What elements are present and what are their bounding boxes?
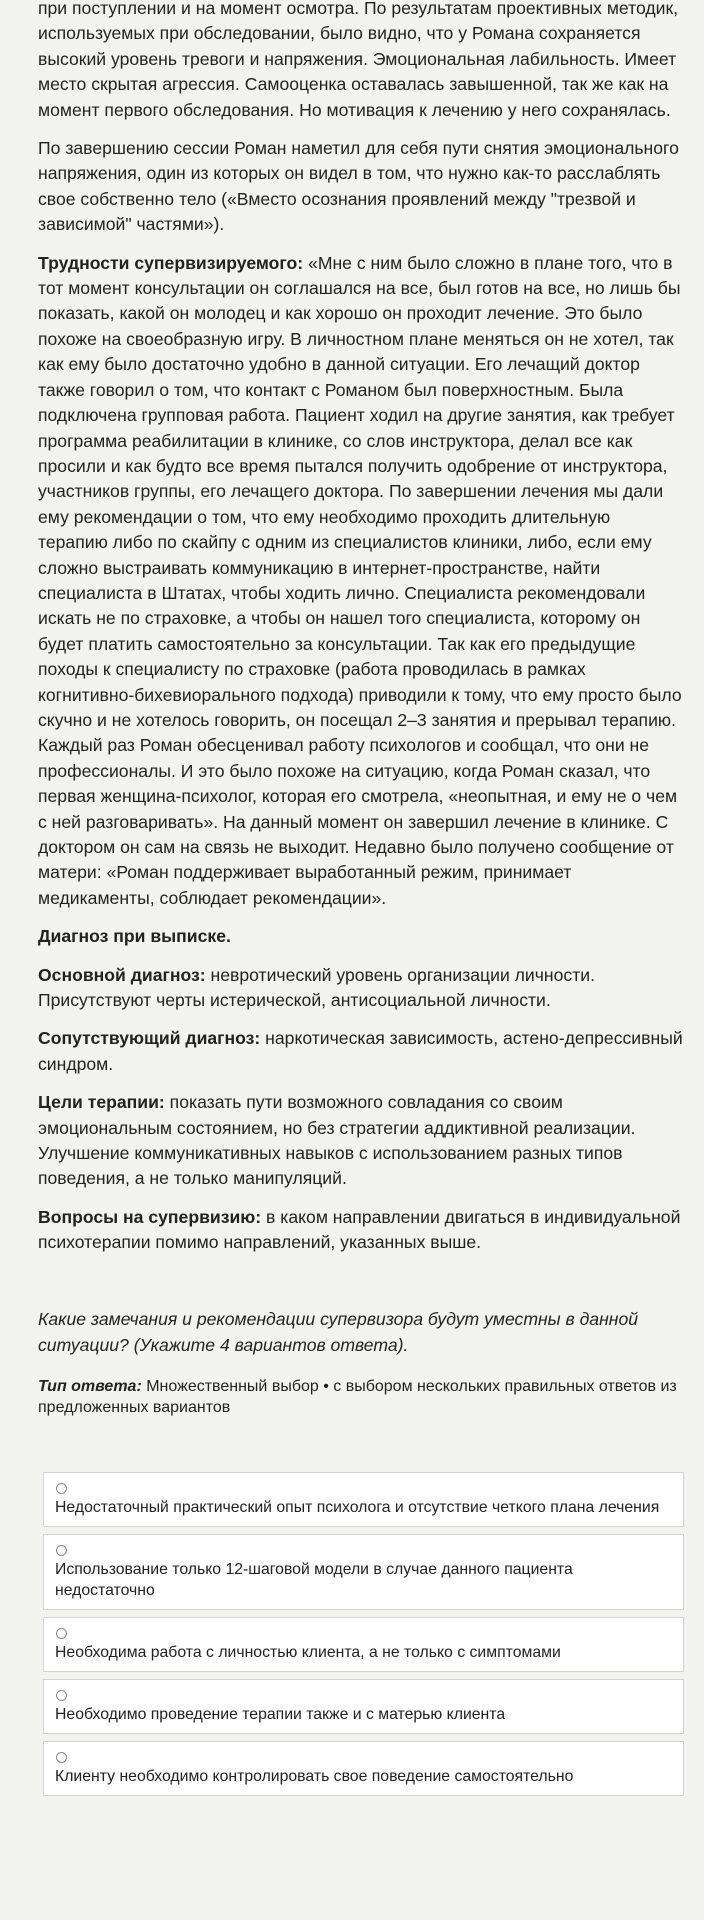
radio-button-icon[interactable]	[56, 1545, 67, 1556]
radio-button-icon[interactable]	[56, 1628, 67, 1639]
section-text: наркотическая зависимость, астено-депрессивный синдром.	[38, 1028, 683, 1074]
answer-option-2[interactable]	[43, 1534, 684, 1610]
answer-option-label: Необходима работа с личностью клиента, а не только с симптомами	[55, 1643, 561, 1661]
case-paragraph-intro	[38, 0, 684, 123]
supervisee-difficulties	[38, 251, 684, 912]
case-paragraph-session	[38, 136, 684, 238]
section-text: показать пути возможного совладания со своим эмоциональным состоянием, но без стратегии аддиктивной реализации. Улучшение коммуникативных навыков с использованием разных типов поведения, а не только манипуляций.	[38, 1092, 636, 1189]
answer-option-label: Необходимо проведение терапии также и с матерью клиента	[55, 1705, 506, 1723]
section-label: Цели терапии:	[38, 1092, 165, 1113]
section-text: в каком направлении двигаться в индивидуальной психотерапии помимо направлений, указанных выше.	[38, 1206, 681, 1253]
answer-option-5[interactable]	[43, 1741, 684, 1796]
radio-button-icon[interactable]	[56, 1483, 67, 1494]
section-text: «Мне с ним было сложно в плане того, что в тот момент консультации он соглашался на все, был готов на все, но лишь бы показать, какой он молодец и как хорошо он проходит лечение. Это было похоже на своеобразную игру. В личностном плане меняться он не хотел, так как ему было достаточно удобно в данной ситуации. Его лечащий доктор также говорил о том, что контакт с Романом был поверхностным. Была подключена групповая работа. Пациент ходил на другие занятия, как требует программа реабилитации в клинике, со слов инструктора, делал все как просили и как будто все время пытался получить одобрение от инструктора, участников группы, его лечащего доктора. По завершении лечения мы дали ему рекомендации о том, что ему необходимо проходить длительную терапию либо по скайпу с одним из специалистов клиники, либо, если ему сложно выстраивать коммуникацию в интернет-пространстве, найти специалиста в Штатах, чтобы ходить лично. Специалиста рекомендовали искать не по страховке, а чтобы он нашел того специалиста, которому он будет платить самостоятельно за консультации. Так как его предыдущие походы к специалисту по страховке (работа проводилась в рамках когнитивно-бихевиорального подхода) приводили к тому, что ему просто было скучно и не хотелось говорить, он посещал 2–3 занятия и прерывал терапию. Каждый раз Роман обесценивал работу психологов и сообщал, что они не профессионалы. И это было похоже на ситуацию, когда Роман сказал, что первая женщина-психолог, которая его смотрела, «неопытная, и ему не о чем с ней разговаривать». На данный момент он завершил лечение в клинике. С доктором он сам на связь не выходит. Недавно было получено сообщение от матери: «Роман поддерживает выработанный режим, принимает медикаменты, соблюдает рекомендации».	[38, 252, 682, 908]
main-diagnosis	[38, 963, 684, 1014]
answer-option-4[interactable]	[43, 1679, 684, 1734]
answer-type-label: Тип ответа:	[38, 1377, 142, 1395]
answer-options	[43, 1472, 684, 1796]
case-paragraph-text: при поступлении и на момент осмотра. По результатам проективных методик, используемых при обследовании, было видно, что у Романа сохраняется высокий уровень тревоги и напряжения. Эмоциональная лабильность. Имеет место скрытая агрессия. Самооценка оставалась завышенной, так же как на момент первого обследования. Но мотивация к лечению у него сохранялась.	[38, 0, 679, 120]
section-label: Сопутствующий диагноз:	[38, 1028, 261, 1049]
concomitant-diagnosis	[38, 1026, 684, 1077]
therapy-goals	[38, 1090, 684, 1192]
section-label: Диагноз при выписке.	[38, 926, 231, 947]
case-paragraph-text: По завершению сессии Роман наметил для себя пути снятия эмоционального напряжения, один из которых он видел в том, что нужно как-то расслаблять свое собственно тело («Вместо осознания проявлений между "трезвой и зависимой" частями»).	[38, 138, 679, 235]
section-text: невротический уровень организации личности. Присутствуют черты истерической, антисоциальной личности.	[38, 964, 595, 1011]
radio-button-icon[interactable]	[56, 1690, 67, 1701]
answer-option-3[interactable]	[43, 1617, 684, 1672]
answer-type	[38, 1376, 684, 1418]
question-text: Какие замечания и рекомендации супервизора будут уместны в данной ситуации? (Укажите 4 вариантов ответа).	[38, 1308, 639, 1355]
supervision-questions	[38, 1205, 684, 1256]
answer-type-value: Множественный выбор • с выбором нескольких правильных ответов из предложенных вариантов	[38, 1377, 677, 1416]
answer-option-1[interactable]	[43, 1472, 684, 1527]
section-label: Вопросы на супервизию:	[38, 1206, 262, 1227]
answer-option-label: Использование только 12-шаговой модели в случае данного пациента недостаточно	[55, 1560, 573, 1599]
section-label: Основной диагноз:	[38, 964, 206, 985]
answer-option-label: Недостаточный практический опыт психолога и отсутствие четкого плана лечения	[55, 1498, 660, 1516]
section-label: Трудности супервизируемого:	[38, 252, 304, 273]
radio-button-icon[interactable]	[56, 1752, 67, 1763]
answer-option-label: Клиенту необходимо контролировать свое поведение самостоятельно	[55, 1767, 574, 1785]
discharge-diagnosis-heading	[38, 924, 684, 949]
